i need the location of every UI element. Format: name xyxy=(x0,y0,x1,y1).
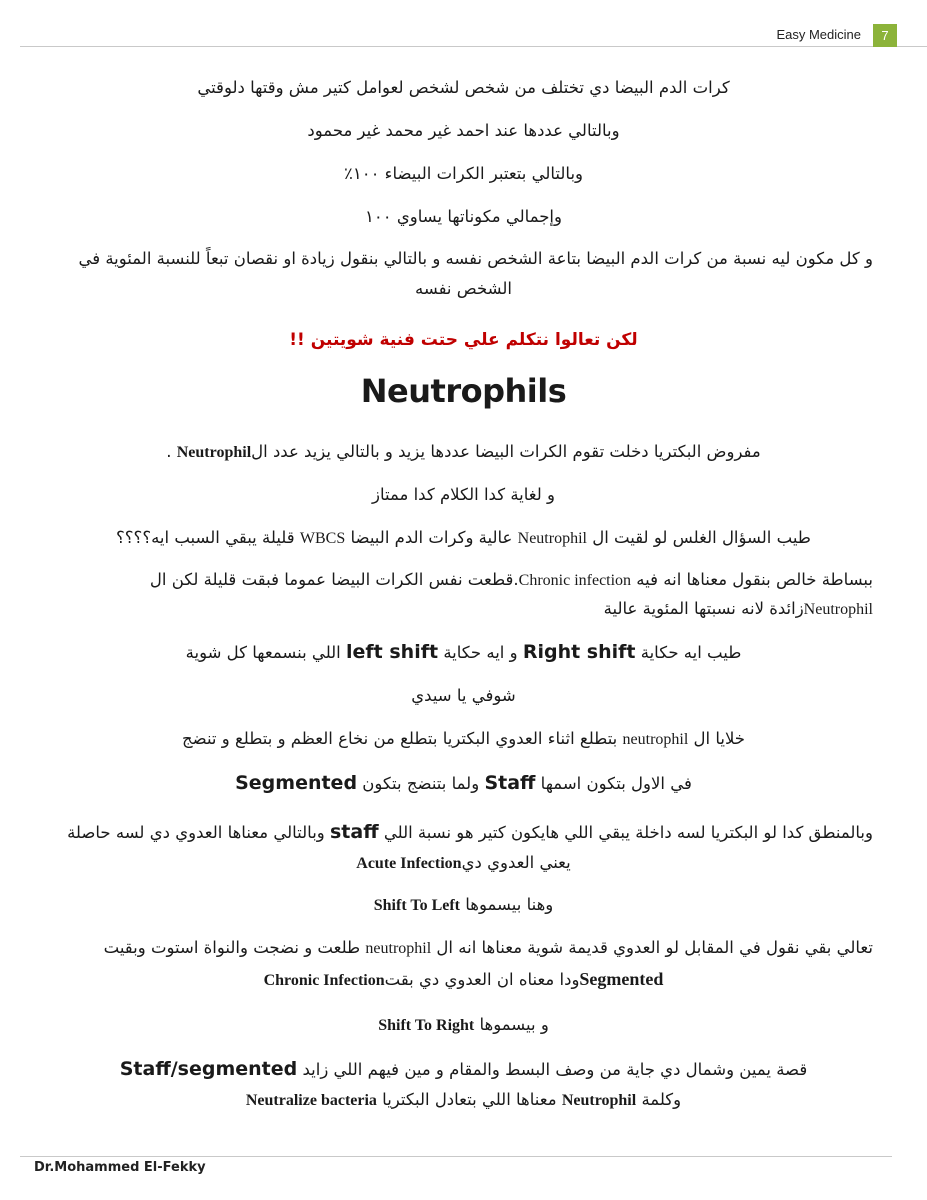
header-title: Easy Medicine xyxy=(776,27,861,42)
text-line: وهنا بيسموها Shift To Left xyxy=(373,895,554,914)
text-line: تعالي بقي نقول في المقابل لو العدوي قديمة شوية معناها انه ال neutrophil طلعت و نضجت والنواة استوت وبقيت xyxy=(103,938,873,957)
text-line: وكلمة Neutrophil معناها اللي بتعادل البكتريا Neutralize bacteria xyxy=(245,1090,682,1109)
text-line: وبالمنطق كدا لو البكتريا لسه داخلة يبقي اللي هايكون كتير هو نسبة اللي staff وبالتالي معناها العدوي دي لسه حاصلة xyxy=(67,821,873,843)
text-line: يعني العدوي ديAcute Infection xyxy=(356,853,571,872)
text-line: و بيسموها Shift To Right xyxy=(378,1015,549,1034)
text-line: وبالتالي بتعتبر الكرات البيضاء ١٠٠٪ xyxy=(343,164,584,183)
page-header xyxy=(20,24,927,47)
text-line: كرات الدم البيضا دي تختلف من شخص لشخص لعوامل كتير مش وقتها دلوقتي xyxy=(197,78,730,97)
text-line: Segmentedودا معناه ان العدوي دي بقتChronic Infection xyxy=(263,969,664,989)
text-line: و لغاية كدا الكلام كدا ممتاز xyxy=(372,485,555,504)
text-line: الشخص نفسه xyxy=(415,279,512,298)
footer-author: Dr.Mohammed El-Fekky xyxy=(34,1160,206,1175)
text-line: قصة يمين وشمال دي جاية من وصف البسط والمقام و مين فيهم اللي زايد Staff/segmented xyxy=(119,1058,808,1080)
text-line: و كل مكون ليه نسبة من كرات الدم البيضا بتاعة الشخص نفسه و بالتالي بنقول زيادة او نقصان تبعاً للنسبة المئوية في xyxy=(78,249,873,268)
text-line: طيب ايه حكاية Right shift و ايه حكاية left shift اللي بنسمعها كل شوية xyxy=(185,641,742,663)
text-line: في الاول بتكون اسمها Staff ولما بتنضج بتكون Segmented xyxy=(235,772,692,794)
page-number-badge: 7 xyxy=(873,24,897,47)
text-line: طيب السؤال الغلس لو لقيت ال Neutrophil عالية وكرات الدم البيضا WBCS قليلة يبقي السبب ايه؟؟؟؟ xyxy=(116,528,811,547)
text-line: شوفي يا سيدي xyxy=(411,686,516,705)
footer-divider xyxy=(20,1156,892,1157)
text-line: ببساطة خالص بنقول معناها انه فيه Chronic infection.قطعت نفس الكرات البيضا عموما فبقت قليلة لكن ال xyxy=(149,570,873,589)
section-heading: Neutrophils xyxy=(360,372,567,410)
text-line: مفروض البكتريا دخلت تقوم الكرات البيضا عددها يزيد و بالتالي يزيد عدد الNeutrophil . xyxy=(166,442,761,461)
text-line: خلايا ال neutrophil بتطلع اثناء العدوي البكتريا بتطلع من نخاع العظم و بتطلع و تنضج xyxy=(181,729,746,748)
text-line: Neutrophilزائدة لانه نسبتها المئوية عالية xyxy=(603,599,873,618)
text-line: وبالتالي عددها عند احمد غير محمد غير محمود xyxy=(307,121,620,140)
highlight-line: لكن تعالوا نتكلم علي حتت فنية شويتين !! xyxy=(289,330,638,350)
text-line: وإجمالي مكوناتها يساوي ١٠٠ xyxy=(365,207,562,226)
